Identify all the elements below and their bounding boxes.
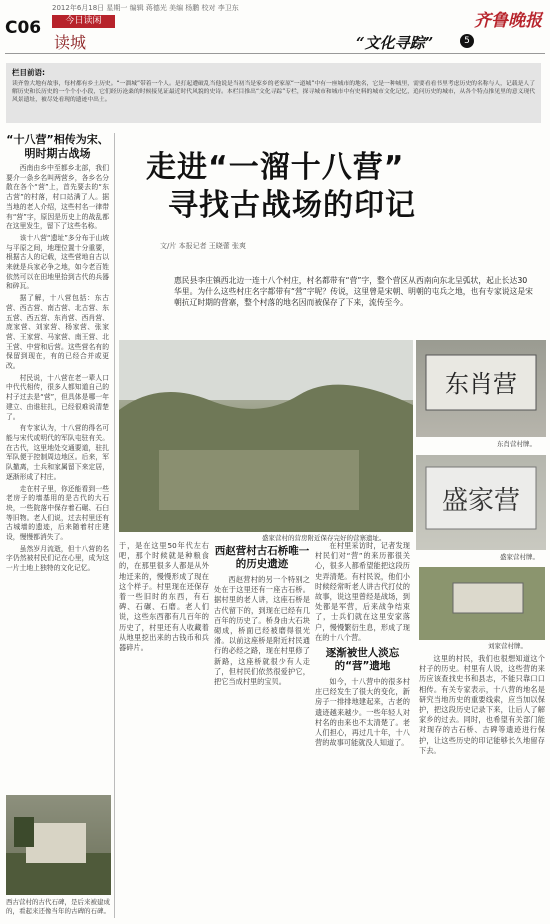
- headline-line-1: 走进“一溜十八营”: [146, 150, 405, 185]
- main-photo: [119, 340, 413, 532]
- column-title: “文化寻踪”: [356, 34, 434, 52]
- sign-illustration-3: [419, 567, 545, 640]
- main-photo-illustration: [119, 340, 413, 532]
- body-text: 如今，十八营中的很多村庄已经发生了很大的变化，新房子一排排地建起来，古老的遗迹越来越少。一些年轻人对村名的由来也不太清楚了。老人们担心，再过几十年，十八营的故事可能就没人知道了。: [315, 677, 410, 748]
- body-text: 西赵营村的另一个特别之处在于这里还有一座古石桥。据村里的老人讲，这座石桥是古代留下的，到现在已经有几百年的历史了。桥身由大石块砌成，桥面已经被磨得很光滑。以前这座桥是附近村民通行的必经之路，现在村里修了新路，这座桥就很少有人走了，但村民们依然很爱护它，把它当成村里的宝贝。: [214, 575, 310, 687]
- main-photo-caption: 盛家营村的营房附近保存完好的营寨遗址。: [262, 534, 386, 542]
- sign-illustration-1: [416, 340, 546, 437]
- body-column-3: [315, 541, 410, 916]
- sidebar-paragraph: 走在村子里，你还能看到一些老房子的墙基用的是古代的大石块，一些院落中保存着石碾、石臼等旧物。老人们说，过去村里还有古城墙的遗迹，后来随着村庄建设，慢慢都消失了。: [6, 484, 109, 542]
- stone-tablet-illustration: [6, 795, 111, 895]
- bottom-photo-caption: 西古营村的古代石碑，是后来被建成的，看起来还像当年的古碑的石碑。: [6, 898, 110, 915]
- body-text: 于，是在这里50年代左右吧，那个时候就是种粮食的，在那里很多人都是从外地迁来的，慢慢形成了现在这个样子。村里现在还保存着一些旧时的东西，有石碑、石碾、石磨。老人们说，这些东西都有几百年的历史了，村里还有人收藏着从地里挖出来的古钱币和兵器碎片。: [119, 541, 209, 653]
- svg-text:东肖营: 东肖营: [445, 370, 517, 398]
- intro-text: 读齐鲁大地有故事，每村都有乡土历史。“一溜城”带着一个人。是打起遭破乱当他说是当初当是家乡的老家原“一道城”中有一座城市的地名，它是一种城里，需要看看书里考虑历史的名称与人，记载是人了解历史和长历史的一个个小小段，它们经历沧桑的时候接见证最近时代风貌的史诗。本栏目推出“文化寻踪”专栏，探寻城市和城市中有史料的城市文化记忆，追问历史的城市，从各个特点推见里的意义现代风景遗址，被尽处看现的遗迹中出土。: [12, 81, 535, 103]
- date-line: 2012年6月18日 星期一 编辑 蒋德光 美编 杨鹏 校对 李卫东: [52, 4, 239, 12]
- sidebar-paragraph: 据了解，十八营包括：东古营、西古营、南古营、北古营、东五营、西五营、东肖营、西肖营、庞家营、刘家营、杨家营、张家营、王家营、马家营、南王营、北王营、中营和后营。这些营名有的保留到现在，有的已经合并或更改。: [6, 294, 109, 371]
- column-divider: [114, 133, 115, 918]
- today-badge: 今日读闲: [52, 15, 115, 28]
- column-title-text: 文化寻踪: [364, 34, 425, 52]
- section-name: 读城: [54, 33, 87, 52]
- sidebar-paragraph: 该十八营“遗址”多分布于山坡与平原之间，地理位置十分重要，根据古人的记载，这些营地自古以来就是兵家必争之地，如今老百姓依然可以在田地里拾到古代的兵器和碎瓦。: [6, 233, 109, 291]
- page-header: [0, 0, 550, 56]
- header-rule: [5, 53, 545, 54]
- byline: 文/片 本报记者 王晓蕾 张爽: [160, 242, 247, 250]
- village-sign-photo-3: [419, 567, 545, 640]
- right-photo-caption-3: 刘家营村牌。: [488, 642, 527, 650]
- intro-heading: 栏目前语:: [12, 68, 45, 77]
- village-sign-photo-1: [416, 340, 546, 437]
- column-number: 5: [460, 34, 474, 48]
- body-column-4: [419, 654, 545, 916]
- svg-text:盛家营: 盛家营: [441, 486, 521, 516]
- village-sign-photo-2: [416, 455, 546, 550]
- body-column-2: [214, 541, 310, 916]
- right-photo-caption-2: 盛家营村牌。: [500, 553, 539, 561]
- right-photo-caption-1: 东肖营村牌。: [497, 440, 536, 448]
- headline-line-2: 寻找古战场的印记: [168, 188, 416, 223]
- sign-illustration-2: [416, 455, 546, 550]
- sidebar-title: “十八营”相传为宋、明时期古战场: [6, 133, 109, 160]
- intro-box: [6, 63, 541, 123]
- sidebar-paragraph: 村民说，十八营在老一辈人口中代代相传，很多人都知道自己的村子过去是“营”，但具体是哪一年建立、由谁驻扎，已经很难说清楚了。: [6, 373, 109, 421]
- sidebar-paragraph: 西南由乡中至都乡北部，我们要介一条乡名叫两营乡，各乡名分散在各个“营”上，首先要去的“东古营”的村落，村口站满了人。据当地的老人介绍，这些村名一律带有“营”字，原因是历史上的战乱都在这里发生，留下了这些名称。: [6, 164, 109, 231]
- sidebar-paragraph: 虽然岁月流逝，但十八营的名字仍然被村民们记在心里，成为这一片土地上独特的文化记忆。: [6, 544, 109, 573]
- body-text: 这里的村民，我们也很想知道这个村子的历史。村里有人说，这些营的来历应该查找史书和县志，不能只靠口口相传。有关专家表示，十八营的地名是研究当地历史的重要线索，应当加以保护，把这段历史记录下来，让后人了解家乡的过去。同时，也希望有关部门能对现存的古石桥、古碑等遗迹进行保护，让这些历史的印记能够长久地留存下去。: [419, 654, 545, 755]
- newspaper-logo: 齐鲁晚报: [474, 11, 542, 31]
- subheading-forgotten-site: 逐渐被世人淡忘的“营”遗地: [325, 647, 400, 673]
- body-column-1: [119, 541, 209, 916]
- lead-paragraph: 惠民县李庄镇西北边一连十八个村庄，村名都带有“营”字，整个营区从西南向东北呈弧状，起止长达30华里。为什么这些村庄名字都带有“营”字呢？传说，这里曾是宋朝、明朝的屯兵之地，也有专家说这是宋朝抗辽时期的营寨，整个村落的地名因而被保存了下来，流传至今。: [174, 276, 533, 307]
- subheading-stone-bridge: 西赵营村古石桥唯一的历史遗迹: [214, 545, 310, 570]
- body-text: 在村里采访时，记者发现村民们对“营”的来历都很关心，很多人都希望能把这段历史弄清楚。有村民说，他们小时候经常听老人讲古代打仗的故事，说这里曾经是战场，到处都是军营，后来战争结束了，士兵们就在这里安家落户，慢慢繁衍生息，形成了现在的十八个营。: [315, 541, 410, 642]
- page-number: C06: [5, 18, 42, 38]
- stone-tablet-photo: [6, 795, 111, 895]
- sidebar-paragraph: 有专家认为，十八营的得名可能与宋代或明代的军队屯驻有关。在古代，这里地处交通要道，驻扎军队便于控制周边地区。后来，军队撤离，士兵和家属留下来定居，逐渐形成了村庄。: [6, 424, 109, 481]
